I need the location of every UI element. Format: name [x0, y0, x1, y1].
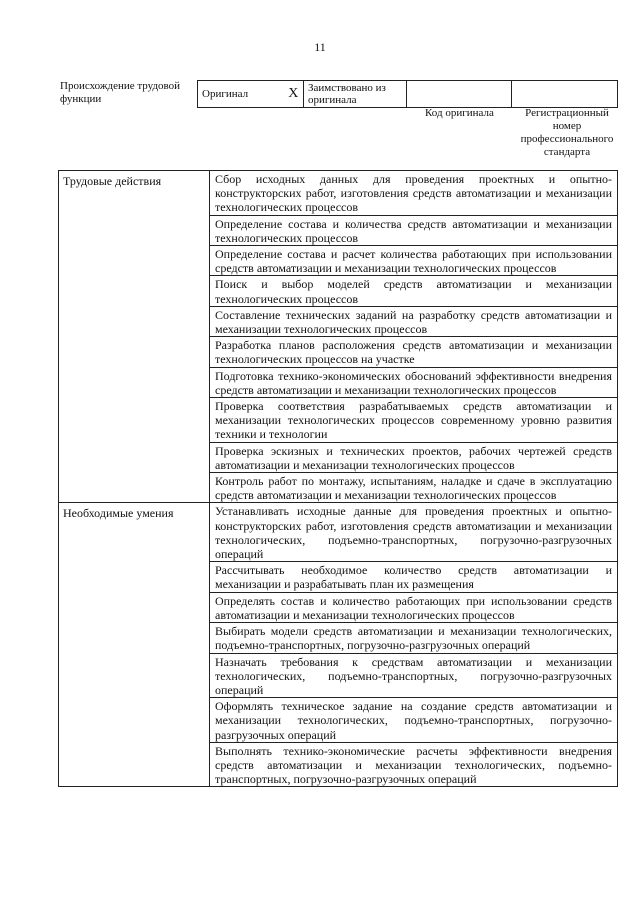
- section-item: Выбирать модели средств автоматизации и механизации технологических, подъемно-транспортных, погрузочно-разгрузочных операций: [210, 623, 618, 653]
- section-item: Назначать требования к средствам автоматизации и механизации технологических, подъемно-транспортных, погрузочно-разгрузочных операций: [210, 653, 618, 698]
- section-title: Необходимые умения: [59, 503, 210, 787]
- functions-table: [58, 170, 618, 787]
- section-item: Определение состава и расчет количества работающих при использовании средств автоматизации и механизации технологических процессов: [210, 246, 618, 276]
- original-mark: X: [284, 81, 304, 108]
- section-item: Определение состава и количества средств автоматизации и механизации технологических процессов: [210, 215, 618, 245]
- origin-table: [197, 80, 618, 108]
- section-item: Контроль работ по монтажу, испытаниям, наладке и сдаче в эксплуатацию средств автоматизации и механизации технологических процессов: [210, 473, 618, 503]
- table-row: [59, 503, 618, 562]
- section-item: Поиск и выбор моделей средств автоматизации и механизации технологических процессов: [210, 276, 618, 306]
- section-item: Устанавливать исходные данные для проведения проектных и опытно-конструкторских работ, изготовления средств автоматизации и механизации технологических, подъемно-транспортных, погрузочно-разгрузочных операций: [210, 503, 618, 562]
- section-item: Проверка эскизных и технических проектов, рабочих чертежей средств автоматизации и механизации технологических процессов: [210, 442, 618, 472]
- section-item: Рассчитывать необходимое количество средств автоматизации и механизации и разрабатывать план их размещения: [210, 562, 618, 592]
- section-item: Разработка планов расположения средств автоматизации и механизации технологических процессов на участке: [210, 337, 618, 367]
- code-cell: [407, 81, 512, 108]
- section-title: Трудовые действия: [59, 171, 210, 503]
- section-item: Проверка соответствия разрабатываемых средств автоматизации и механизации технологических процессов современному уровню развития техники и технологии: [210, 398, 618, 443]
- section-item: Выполнять технико-экономические расчеты эффективности внедрения средств автоматизации и механизации технологических, подъемно-транспортных, погрузочно-разгрузочных операций: [210, 742, 618, 787]
- borrowed-cell: Заимствовано из оригинала: [304, 81, 407, 108]
- section-item: Сбор исходных данных для проведения проектных и опытно-конструкторских работ, изготовления средств автоматизации и механизации технологических процессов: [210, 171, 618, 216]
- section-item: Составление технических заданий на разработку средств автоматизации и механизации технологических процессов: [210, 306, 618, 336]
- code-original-label: Код оригинала: [425, 107, 494, 119]
- section-item: Оформлять техническое задание на создание средств автоматизации и механизации технологических, подъемно-транспортных, погрузочно-разгрузочных операций: [210, 698, 618, 743]
- origin-label: Происхождение трудовой функции: [60, 80, 181, 105]
- reg-number-label: Регистрационный номер профессионального стандарта: [520, 107, 614, 158]
- original-cell: Оригинал: [198, 81, 284, 108]
- table-row: [59, 171, 618, 216]
- section-item: Подготовка технико-экономических обоснований эффективности внедрения средств автоматизации и механизации технологических процессов: [210, 367, 618, 397]
- reg-number-cell: [512, 81, 618, 108]
- page-number: 11: [314, 40, 326, 54]
- section-item: Определять состав и количество работающих при использовании средств автоматизации и механизации технологических процессов: [210, 592, 618, 622]
